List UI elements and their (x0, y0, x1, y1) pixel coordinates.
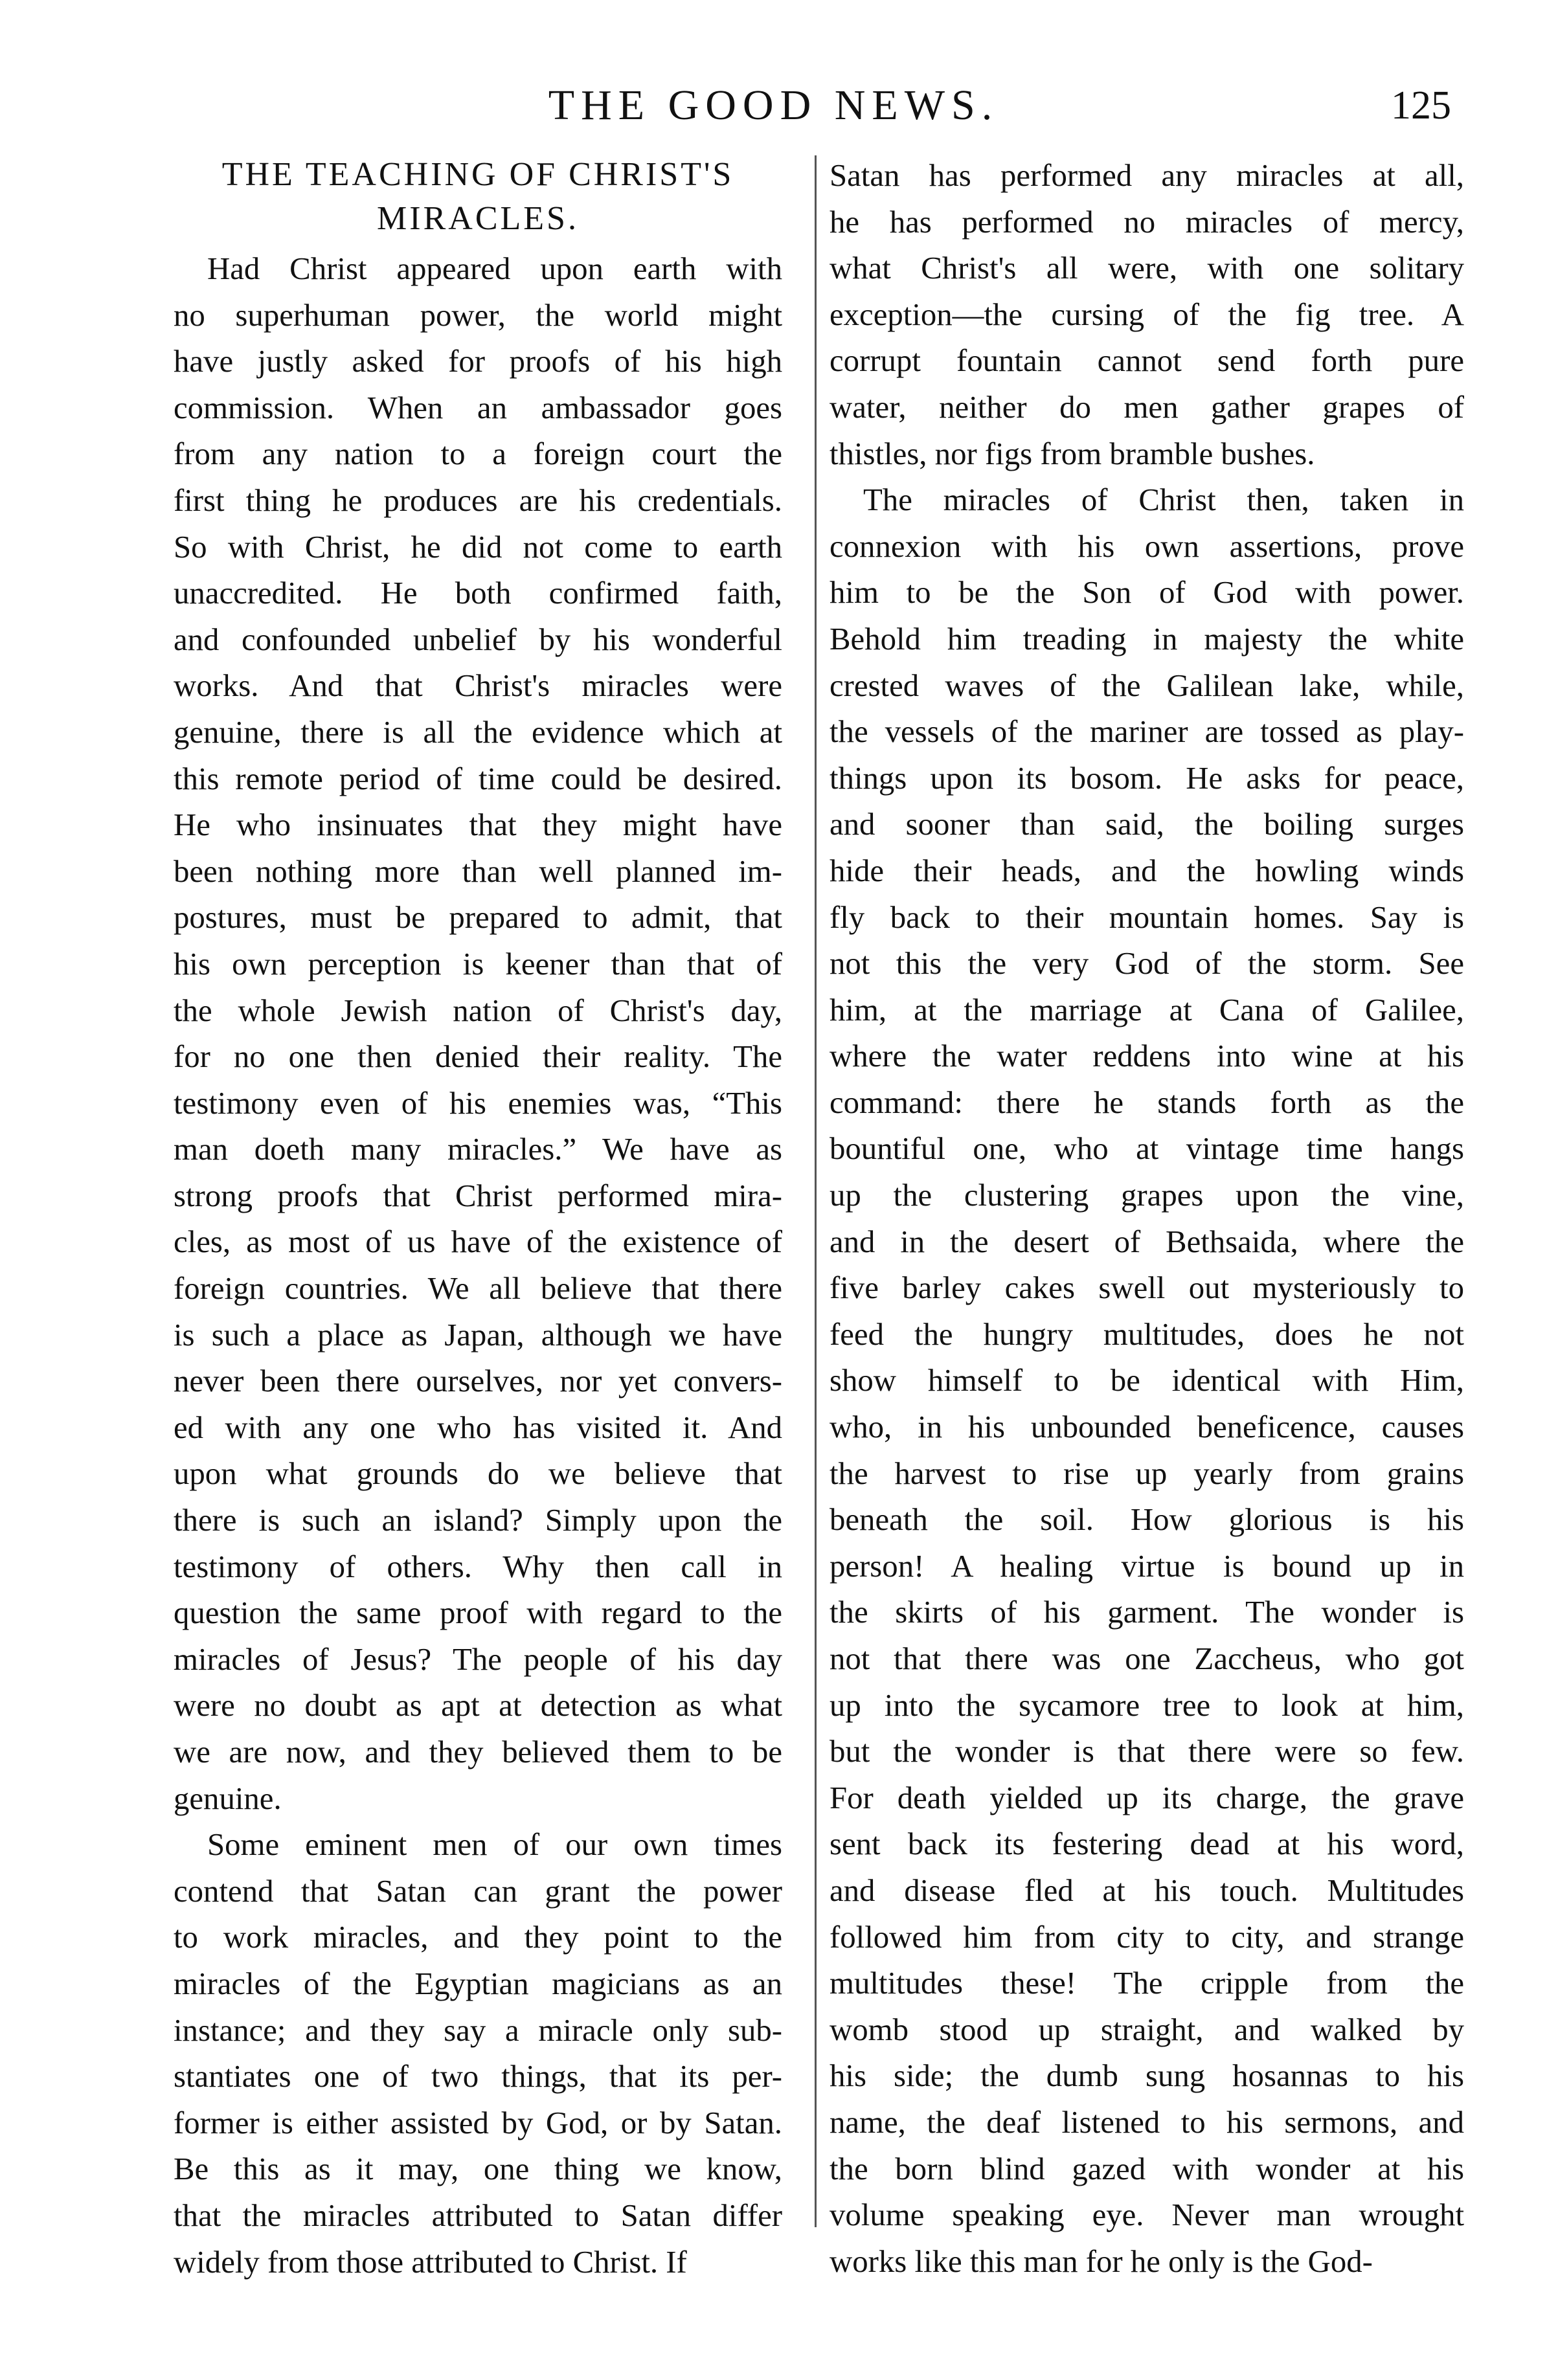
text-line: Some eminent men of our own times (207, 1827, 782, 1863)
text-line: widely from those attributed to Christ. If (174, 2244, 687, 2280)
text-line: and disease fled at his touch. Multitudes (830, 1872, 1464, 1908)
text-line: volume speaking eye. Never man wrought (830, 2197, 1464, 2233)
text-line: what Christ's all were, with one solitary (830, 251, 1464, 286)
text-line: corrupt fountain cannot send forth pure (830, 343, 1464, 379)
text-line: no superhuman power, the world might (174, 297, 782, 333)
text-line: bountiful one, who at vintage time hangs (830, 1131, 1464, 1167)
page-number: 125 (1391, 84, 1451, 128)
text-line: miracles of the Egyptian magicians as an (174, 1966, 782, 2001)
text-line: sent back its festering dead at his word, (830, 1826, 1464, 1862)
text-line: strong proofs that Christ performed mira- (174, 1178, 782, 1213)
text-line: testimony of others. Why then call in (174, 1549, 782, 1584)
text-line: multitudes these! The cripple from the (830, 1966, 1464, 2001)
text-line: not that there was one Zaccheus, who got (830, 1641, 1464, 1676)
text-line: him to be the Son of God with power. (830, 575, 1464, 611)
text-line: there is such an island? Simply upon the (174, 1503, 782, 1538)
text-line: him, at the marriage at Cana of Galilee, (830, 992, 1464, 1027)
text-line: connexion with his own assertions, prove (830, 528, 1464, 564)
text-line: works. And that Christ's miracles were (174, 668, 782, 704)
text-line: up the clustering grapes upon the vine, (830, 1178, 1464, 1213)
text-line: Be this as it may, one thing we know, (174, 2151, 782, 2187)
text-line: The miracles of Christ then, taken in (863, 482, 1464, 518)
text-line: ed with any one who has visited it. And (174, 1409, 782, 1445)
text-line: the born blind gazed with wonder at his (830, 2151, 1464, 2186)
text-line: cles, as most of us have of the existence of (174, 1224, 782, 1260)
text-line: Had Christ appeared upon earth with (207, 251, 782, 286)
text-line: foreign countries. We all believe that there (174, 1271, 782, 1307)
left-column (174, 153, 782, 2285)
article-title-line-2: MIRACLES. (377, 200, 579, 237)
text-line: beneath the soil. How glorious is his (830, 1502, 1464, 1538)
article-title-line-1: THE TEACHING OF CHRIST'S (221, 156, 734, 193)
text-line: crested waves of the Galilean lake, while, (830, 668, 1464, 703)
text-line: but the wonder is that there were so few. (830, 1734, 1464, 1769)
text-line: commission. When an ambassador goes (174, 390, 782, 425)
text-line: man doeth many miracles.” We have as (174, 1132, 782, 1167)
text-line: feed the hungry multitudes, does he not (830, 1316, 1464, 1352)
text-line: fly back to their mountain homes. Say is (830, 899, 1464, 935)
text-line: postures, must be prepared to admit, that (174, 900, 782, 936)
text-line: For death yielded up its charge, the grave (830, 1780, 1464, 1815)
text-line: hide their heads, and the howling winds (830, 853, 1464, 888)
text-line: from any nation to a foreign court the (174, 436, 782, 472)
text-line: who, in his unbounded beneficence, causes (830, 1409, 1464, 1445)
text-line: the harvest to rise up yearly from grains (830, 1455, 1464, 1491)
text-line: to work miracles, and they point to the (174, 1920, 782, 1955)
text-line: five barley cakes swell out mysteriously to (830, 1270, 1464, 1306)
text-line: followed him from city to city, and strange (830, 1919, 1464, 1955)
text-line: Behold him treading in majesty the white (830, 621, 1464, 657)
text-line: the skirts of his garment. The wonder is (830, 1595, 1464, 1630)
text-line: and sooner than said, the boiling surges (830, 807, 1464, 842)
text-line: been nothing more than well planned im- (174, 853, 782, 889)
text-line: contend that Satan can grant the power (174, 1873, 782, 1909)
text-line: question the same proof with regard to the (174, 1595, 782, 1631)
column-divider (815, 155, 817, 2227)
text-line: Satan has performed any miracles at all, (830, 158, 1464, 193)
text-line: and in the desert of Bethsaida, where the (830, 1224, 1464, 1259)
text-line: water, neither do men gather grapes of (830, 389, 1464, 425)
text-line: that the miracles attributed to Satan differ (174, 2197, 782, 2233)
running-head (0, 76, 1547, 135)
text-line: we are now, and they believed them to be (174, 1734, 782, 1769)
text-line: the vessels of the mariner are tossed as play- (830, 714, 1464, 750)
text-line: person! A healing virtue is bound up in (830, 1548, 1464, 1584)
text-line: his own perception is keener than that of (174, 946, 782, 982)
text-line: have justly asked for proofs of his high (174, 344, 782, 379)
right-column (830, 153, 1464, 2285)
text-line: So with Christ, he did not come to earth (174, 529, 782, 565)
text-line: name, the deaf listened to his sermons, and (830, 2104, 1464, 2140)
text-line: things upon its bosom. He asks for peace, (830, 760, 1464, 796)
text-line: He who insinuates that they might have (174, 807, 782, 843)
text-line: show himself to be identical with Him, (830, 1363, 1464, 1398)
text-line: were no doubt as apt at detection as what (174, 1688, 782, 1723)
text-line: instance; and they say a miracle only sub- (174, 2012, 782, 2048)
text-line: unaccredited. He both confirmed faith, (174, 576, 782, 611)
article-title (174, 153, 782, 241)
text-line: command: there he stands forth as the (830, 1084, 1464, 1120)
text-line: up into the sycamore tree to look at him, (830, 1687, 1464, 1723)
text-line: where the water reddens into wine at his (830, 1038, 1464, 1074)
text-line: womb stood up straight, and walked by (830, 2012, 1464, 2047)
left-column-text (174, 246, 782, 2285)
text-line: his side; the dumb sung hosannas to his (830, 2058, 1464, 2094)
text-line: miracles of Jesus? The people of his day (174, 1641, 782, 1677)
text-line: first thing he produces are his credentials. (174, 482, 782, 518)
text-line: exception—the cursing of the fig tree. A (830, 297, 1464, 332)
text-line: former is either assisted by God, or by Satan. (174, 2105, 782, 2140)
text-line: thistles, nor figs from bramble bushes. (830, 436, 1315, 471)
text-line: this remote period of time could be desired. (174, 761, 782, 796)
text-line: works like this man for he only is the God- (830, 2243, 1373, 2279)
right-column-text (830, 153, 1464, 2285)
text-line: genuine. (174, 1780, 282, 1816)
text-line: genuine, there is all the evidence which at (174, 714, 782, 750)
text-line: for no one then denied their reality. The (174, 1039, 782, 1075)
text-line: not this the very God of the storm. See (830, 946, 1464, 982)
text-line: he has performed no miracles of mercy, (830, 204, 1464, 240)
text-line: and confounded unbelief by his wonderful (174, 622, 782, 657)
running-title: THE GOOD NEWS. (548, 82, 999, 129)
text-line: the whole Jewish nation of Christ's day, (174, 993, 782, 1028)
text-line: never been there ourselves, nor yet convers- (174, 1364, 782, 1399)
text-line: upon what grounds do we believe that (174, 1456, 782, 1492)
text-line: stantiates one of two things, that its per- (174, 2059, 782, 2094)
text-line: testimony even of his enemies was, “This (174, 1085, 782, 1121)
text-line: is such a place as Japan, although we have (174, 1317, 782, 1353)
